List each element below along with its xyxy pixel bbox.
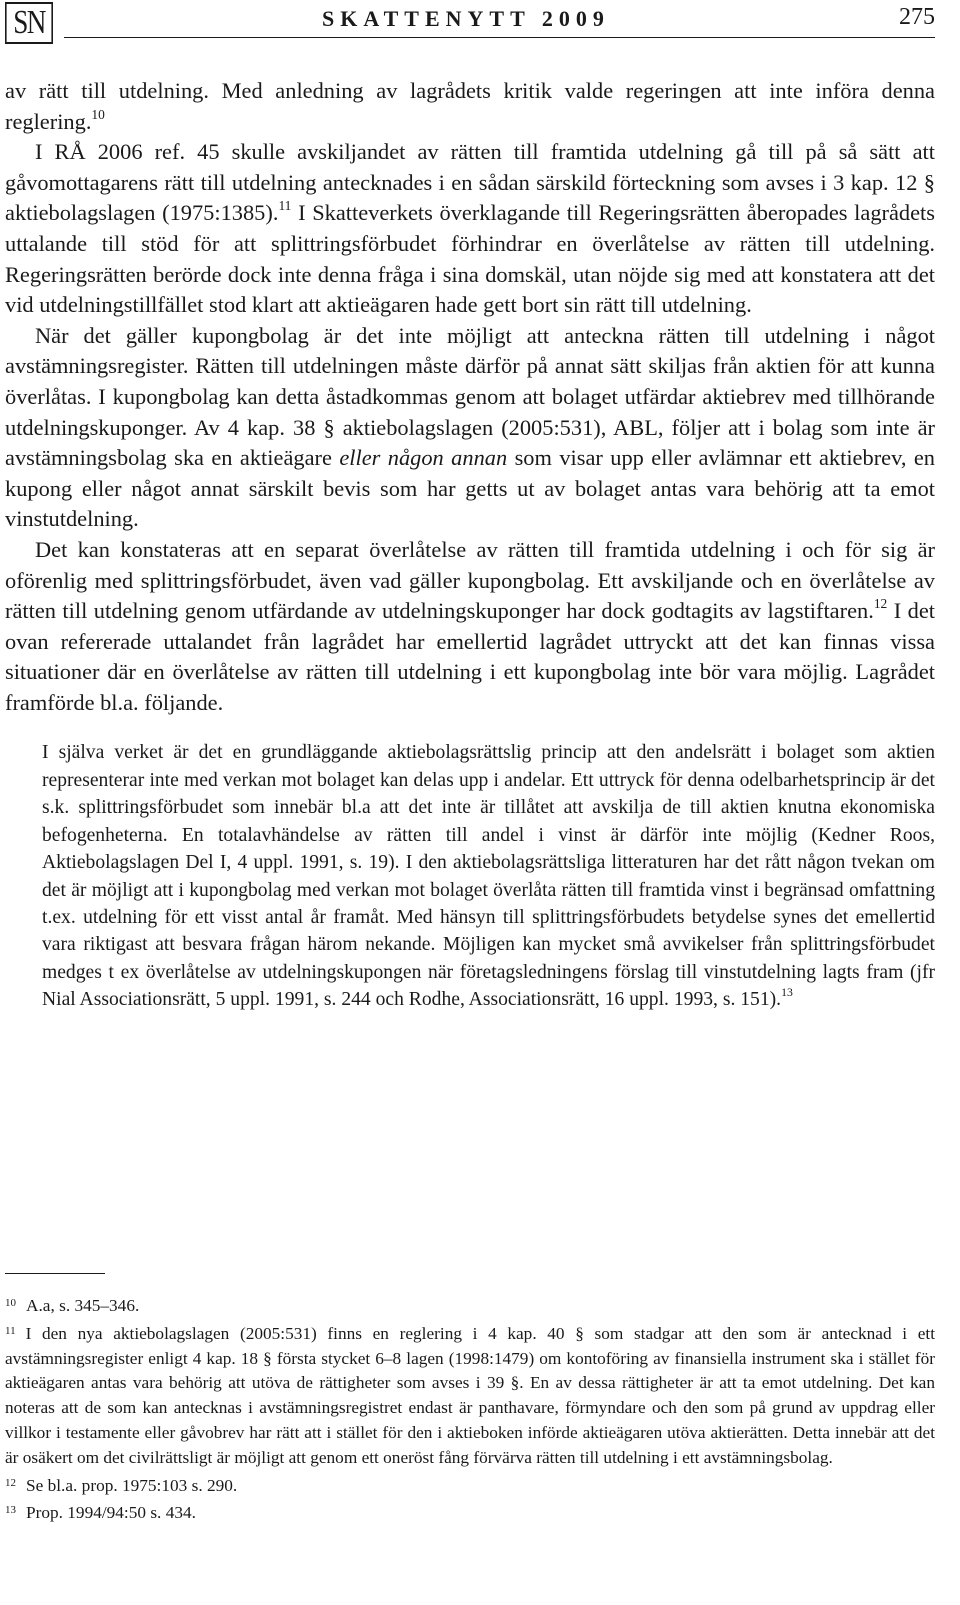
page-number: 275 <box>899 4 935 30</box>
main-text <box>5 76 935 1014</box>
paragraph-3-text-2: som visar upp eller avlämnar ett aktiebrev, en kupong eller något annat särskilt bevis som har getts ut av bolaget antas vara behörig att ta emot vinstutdelning. <box>5 445 935 532</box>
paragraph-4-text-1: Det kan konstateras att en separat överlåtelse av rätten till framtida utdelning i och för sig är oförenlig med splittringsförbudet, även vad gäller kupongbolag. Ett avskiljande och en överlåtelse av rätten till utdelning genom utfärdande av utdelningskuponger har dock godtagits av lagstiftaren. <box>5 536 935 624</box>
paragraph-1-text: av rätt till utdelning. Med anledning av lagrådets kritik valde regeringen att inte införa denna reglering. <box>5 78 935 134</box>
footnote-ref-10[interactable]: 10 <box>91 106 105 122</box>
footnote-number: 10 <box>5 1297 16 1309</box>
footnote-text: Prop. 1994/94:50 s. 434. <box>26 1503 196 1523</box>
footnote-10 <box>5 1291 935 1319</box>
footnote-text: A.a, s. 345–346. <box>26 1296 140 1315</box>
page-header <box>0 0 960 48</box>
paragraph-2-text-2: I Skatteverkets överklagande till Regeringsrätten åberopades lagrådets uttalande till stöd för att splittringsförbudet förhindrar en överlåtelse av rätten till utdelning. Regeringsrätten berörde dock inte denna fråga i sina domskäl, utan nöjde sig med att konstatera att det vid utdelningstillfället stod klart att aktieägaren hade gett bort sin rätt till utdelning. <box>5 200 935 318</box>
journal-title: SKATTENYTT 2009 <box>322 6 610 31</box>
footnote-number: 11 <box>5 1324 16 1337</box>
paragraph-2 <box>5 137 935 321</box>
paragraph-4-text-2: I det ovan refererade uttalandet från lagrådet har emellertid lagrådet uttryckt att det kan finnas vissa situationer där en överlåtelse av rätten till utdelning i ett kupongbolag inte bör vara möjlig. Lagrådet framförde bl.a. följande. <box>5 598 935 715</box>
footnote-ref-11[interactable]: 11 <box>278 198 292 214</box>
footnote-13 <box>5 1498 935 1526</box>
header-rule <box>64 37 935 38</box>
footnote-11 <box>5 1319 935 1471</box>
block-quote-text: I själva verket är det en grundläggande aktiebolagsrättslig princip att den andelsrätt i bolaget som aktien representerar inte med verkan mot bolaget kan delas upp i andelar. Ett uttryck för denna odelbarhetsprincip är det s.k. splittringsförbudet som innebär bl.a att det inte är tillåtet att avskilja de till aktien knutna ekonomiska befogenheterna. En totalavhändelse av rätten till andel i vinst är därför inte möjlig (Kedner Roos, Aktiebolagslagen Del I, 4 uppl. 1991, s. 19). I den aktiebolagsrättsliga litteraturen har det rått någon tvekan om det är möjligt att i kupongbolag med verkan mot bolaget överlåta rätten till framtida vinst i begränsad omfattning t.ex. utdelning för ett visst antal år framåt. Med hänsyn till splittringsförbudets betydelse synes det emellertid vara riktigast att besvara frågan härom nekande. Möjligen kan mycket små avvikelser från splittringsförbudet medges t ex överlåtelse av utdelningskupongen när företagsledningens förslag till vinstutdelning lagts fram (jfr Nial Associationsrätt, 5 uppl. 1991, s. 244 och Rodhe, Associationsrätt, 16 uppl. 1993, s. 151). <box>42 742 935 1011</box>
paragraph-3-text-1: När det gäller kupongbolag är det inte möjligt att anteckna rätten till utdelning i något avstämningsregister. Rätten till utdelningen måste därför på annat sätt skiljas från aktien för att kunna överlåtas. I kupongbolag kan detta åstadkommas genom att bolaget utfärdar aktiebrev med tillhörande utdelningskuponger. Av 4 kap. 38 § aktiebolagslagen (2005:531), ABL, följer att i bolag som inte är avstämningsbolag ska en aktieägare <box>5 322 935 471</box>
footnote-separator <box>5 1273 105 1274</box>
footnote-number: 12 <box>5 1476 16 1489</box>
paragraph-3 <box>5 321 935 535</box>
paragraph-3-italic: eller någon annan <box>339 445 508 471</box>
footnote-text: Se bl.a. prop. 1975:103 s. 290. <box>26 1475 238 1495</box>
footnote-ref-13[interactable]: 13 <box>781 986 793 1000</box>
paragraph-2-text-1: I RÅ 2006 ref. 45 skulle avskiljandet av rätten till framtida utdelning gå till på så sätt att gåvomottagarens rätt till utdelning antecknades i en sådan särskild förteckning som avses i 3 kap. 12 § aktiebolagslagen (1975:1385). <box>5 139 935 226</box>
paragraph-1 <box>5 76 935 137</box>
footnote-number: 13 <box>5 1504 16 1517</box>
journal-logo: SN <box>5 2 53 44</box>
footnotes <box>5 1291 935 1526</box>
paragraph-4 <box>5 535 935 719</box>
footnote-text: I den nya aktiebolagslagen (2005:531) finns en reglering i 4 kap. 40 § som stadgar att den som är antecknad i ett avstämningsregister enligt 4 kap. 18 § första stycket 6–8 lagen (1998:1479) om kontoföring av finansiella instrument ska i stället för aktieägaren antas vara behörig att utöva de rättigheter som avses i 39 §. En av dessa rättigheter är att ta emot utdelning. Det kan noteras att de som kan antecknas i avstämningsregistret endast är panthavare, förmyndare och den som på grund av uppdrag eller villkor i testamente eller gåvobrev har rätt att i stället för den i aktieboken införde aktieägaren utöva aktierätten. Detta innebär att det är osäkert om det civilrättsligt är möjligt att genom ett oneröst fång förvärva rätten till utdelning i ett avstämningsbolag. <box>5 1323 935 1467</box>
footnote-ref-12[interactable]: 12 <box>873 596 888 612</box>
footnote-12 <box>5 1471 935 1499</box>
block-quote <box>42 739 935 1013</box>
